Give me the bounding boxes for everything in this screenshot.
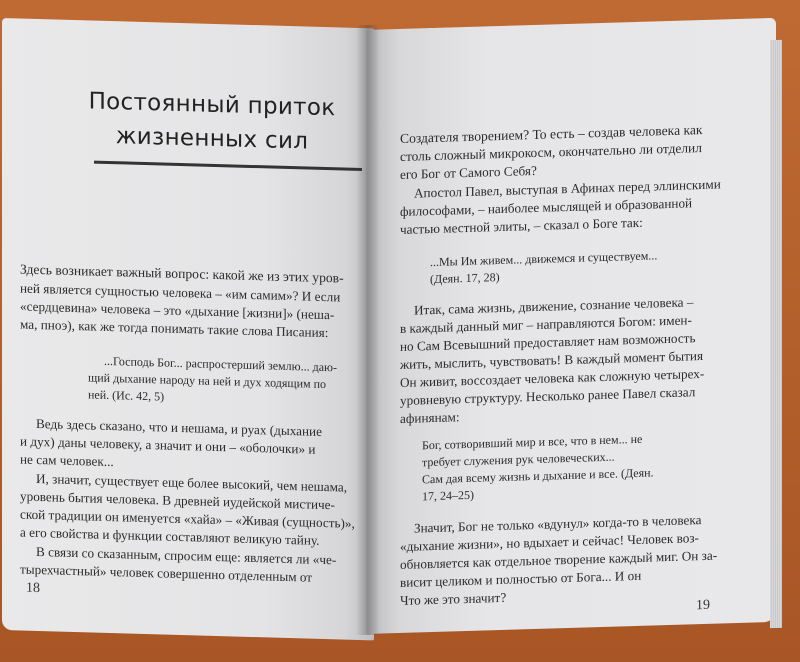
- right-text-line: философами, – наиболее мыслящей и образованной: [400, 195, 693, 219]
- right-quote-line: 17, 24–25): [422, 487, 474, 504]
- left-quote-line: ...Господь Бог... распростерший землю... даю-: [104, 353, 337, 375]
- right-text-line: частью местной элиты, – сказал о Боге так:: [400, 214, 643, 237]
- left-text-line: Ведь здесь сказано, что и нешама, и руах (дыхание: [36, 415, 322, 439]
- left-text-line: «сердцевина» человека – это «дыхание [жизни]» (неша-: [20, 298, 335, 323]
- chapter-title-line1: Постоянный приток: [88, 88, 336, 122]
- right-text-line: «дыхание жизни», но вдыхает и сейчас! Человек воз-: [400, 530, 699, 554]
- page-number-left: 18: [26, 580, 40, 597]
- right-text-line: Он живит, воссоздает человека как сложную четырех-: [400, 365, 705, 390]
- right-text-line: жить, мыслить, чувствовать! В каждый момент бытия: [400, 347, 704, 372]
- right-text-line: афинянам:: [400, 409, 460, 426]
- right-text-line: Апостол Павел, выступая в Афинах перед эллинскими: [414, 176, 721, 201]
- right-quote-line: ...Мы Им живем... движемся и существуем...: [430, 248, 658, 270]
- chapter-title-line2: жизненных сил: [115, 123, 309, 155]
- left-text-line: ма, пноэ), как же тогда понимать такие слова Писания:: [20, 316, 329, 341]
- right-quote-line: Сам дая всему жизнь и дыхание и все. (Деян.: [422, 465, 654, 487]
- right-text-line: Что же это значит?: [400, 589, 507, 608]
- left-text-line: тырехчастный» человек совершенно отделенным от: [20, 561, 313, 585]
- left-text-line: ской традиции он именуется «хайа» – «Живая (сущность)»,: [20, 506, 355, 531]
- right-text-line: висит целиком и полностью от Бога... И он: [400, 567, 642, 590]
- page-block-edge: [770, 40, 782, 628]
- right-text-line: Значит, Бог не только «вдунул» когда-то в человека: [414, 512, 702, 536]
- left-text-line: уровень бытия человека. В древней иудейской мистиче-: [20, 488, 335, 513]
- right-quote-line: Бог, сотворивший мир и все, что в нем... не: [422, 431, 643, 453]
- right-text-line: столь сложный микрокосм, окончательно ли отделил: [400, 140, 702, 164]
- left-text-line: и дух) даны человеку, а значит и они – «оболочки» и: [20, 433, 316, 457]
- right-page: [366, 18, 776, 634]
- right-quote-line: требует служения рук человеческих...: [422, 449, 615, 470]
- left-page: [2, 18, 374, 640]
- right-text-line: в каждый данный миг – направляются Богом: имен-: [400, 312, 692, 336]
- right-text-line: но Сам Всевышний предоставляет нам возможность: [400, 330, 696, 354]
- right-text-line: обновляется как отдельное творение каждый миг. Он за-: [400, 547, 718, 572]
- page-number-right: 19: [696, 597, 710, 614]
- left-text-line: И, значит, существует еще более высокий, чем нешама,: [36, 470, 348, 495]
- left-text-line: Здесь возникает важный вопрос: какой же из этих уров-: [20, 261, 344, 286]
- book-spine-shadow: [356, 25, 380, 635]
- right-text-line: Создателя творением? То есть – создав человека как: [400, 122, 703, 146]
- left-text-line: а его свойства и функции составляют великую тайну.: [20, 524, 320, 548]
- left-text-line: не сам человек...: [20, 451, 114, 470]
- left-text-line: ней является сущностью человека – «им самим»? И если: [20, 280, 341, 305]
- right-quote-line: (Деян. 17, 28): [430, 270, 500, 287]
- left-quote-line: щий дыхание народу на ней и дух ходящим по: [88, 370, 327, 392]
- title-divider: [94, 161, 362, 171]
- left-text-line: В связи со сказанным, спросим еще: является ли «че-: [36, 543, 337, 568]
- right-text-line: его Бог от Самого Себя?: [400, 162, 537, 182]
- right-text-line: уровневую структуру. Несколько ранее Павел сказал: [400, 384, 696, 408]
- right-text-line: Итак, сама жизнь, движение, сознание человека –: [414, 294, 694, 318]
- left-quote-line: ней. (Ис. 42, 5): [88, 387, 165, 404]
